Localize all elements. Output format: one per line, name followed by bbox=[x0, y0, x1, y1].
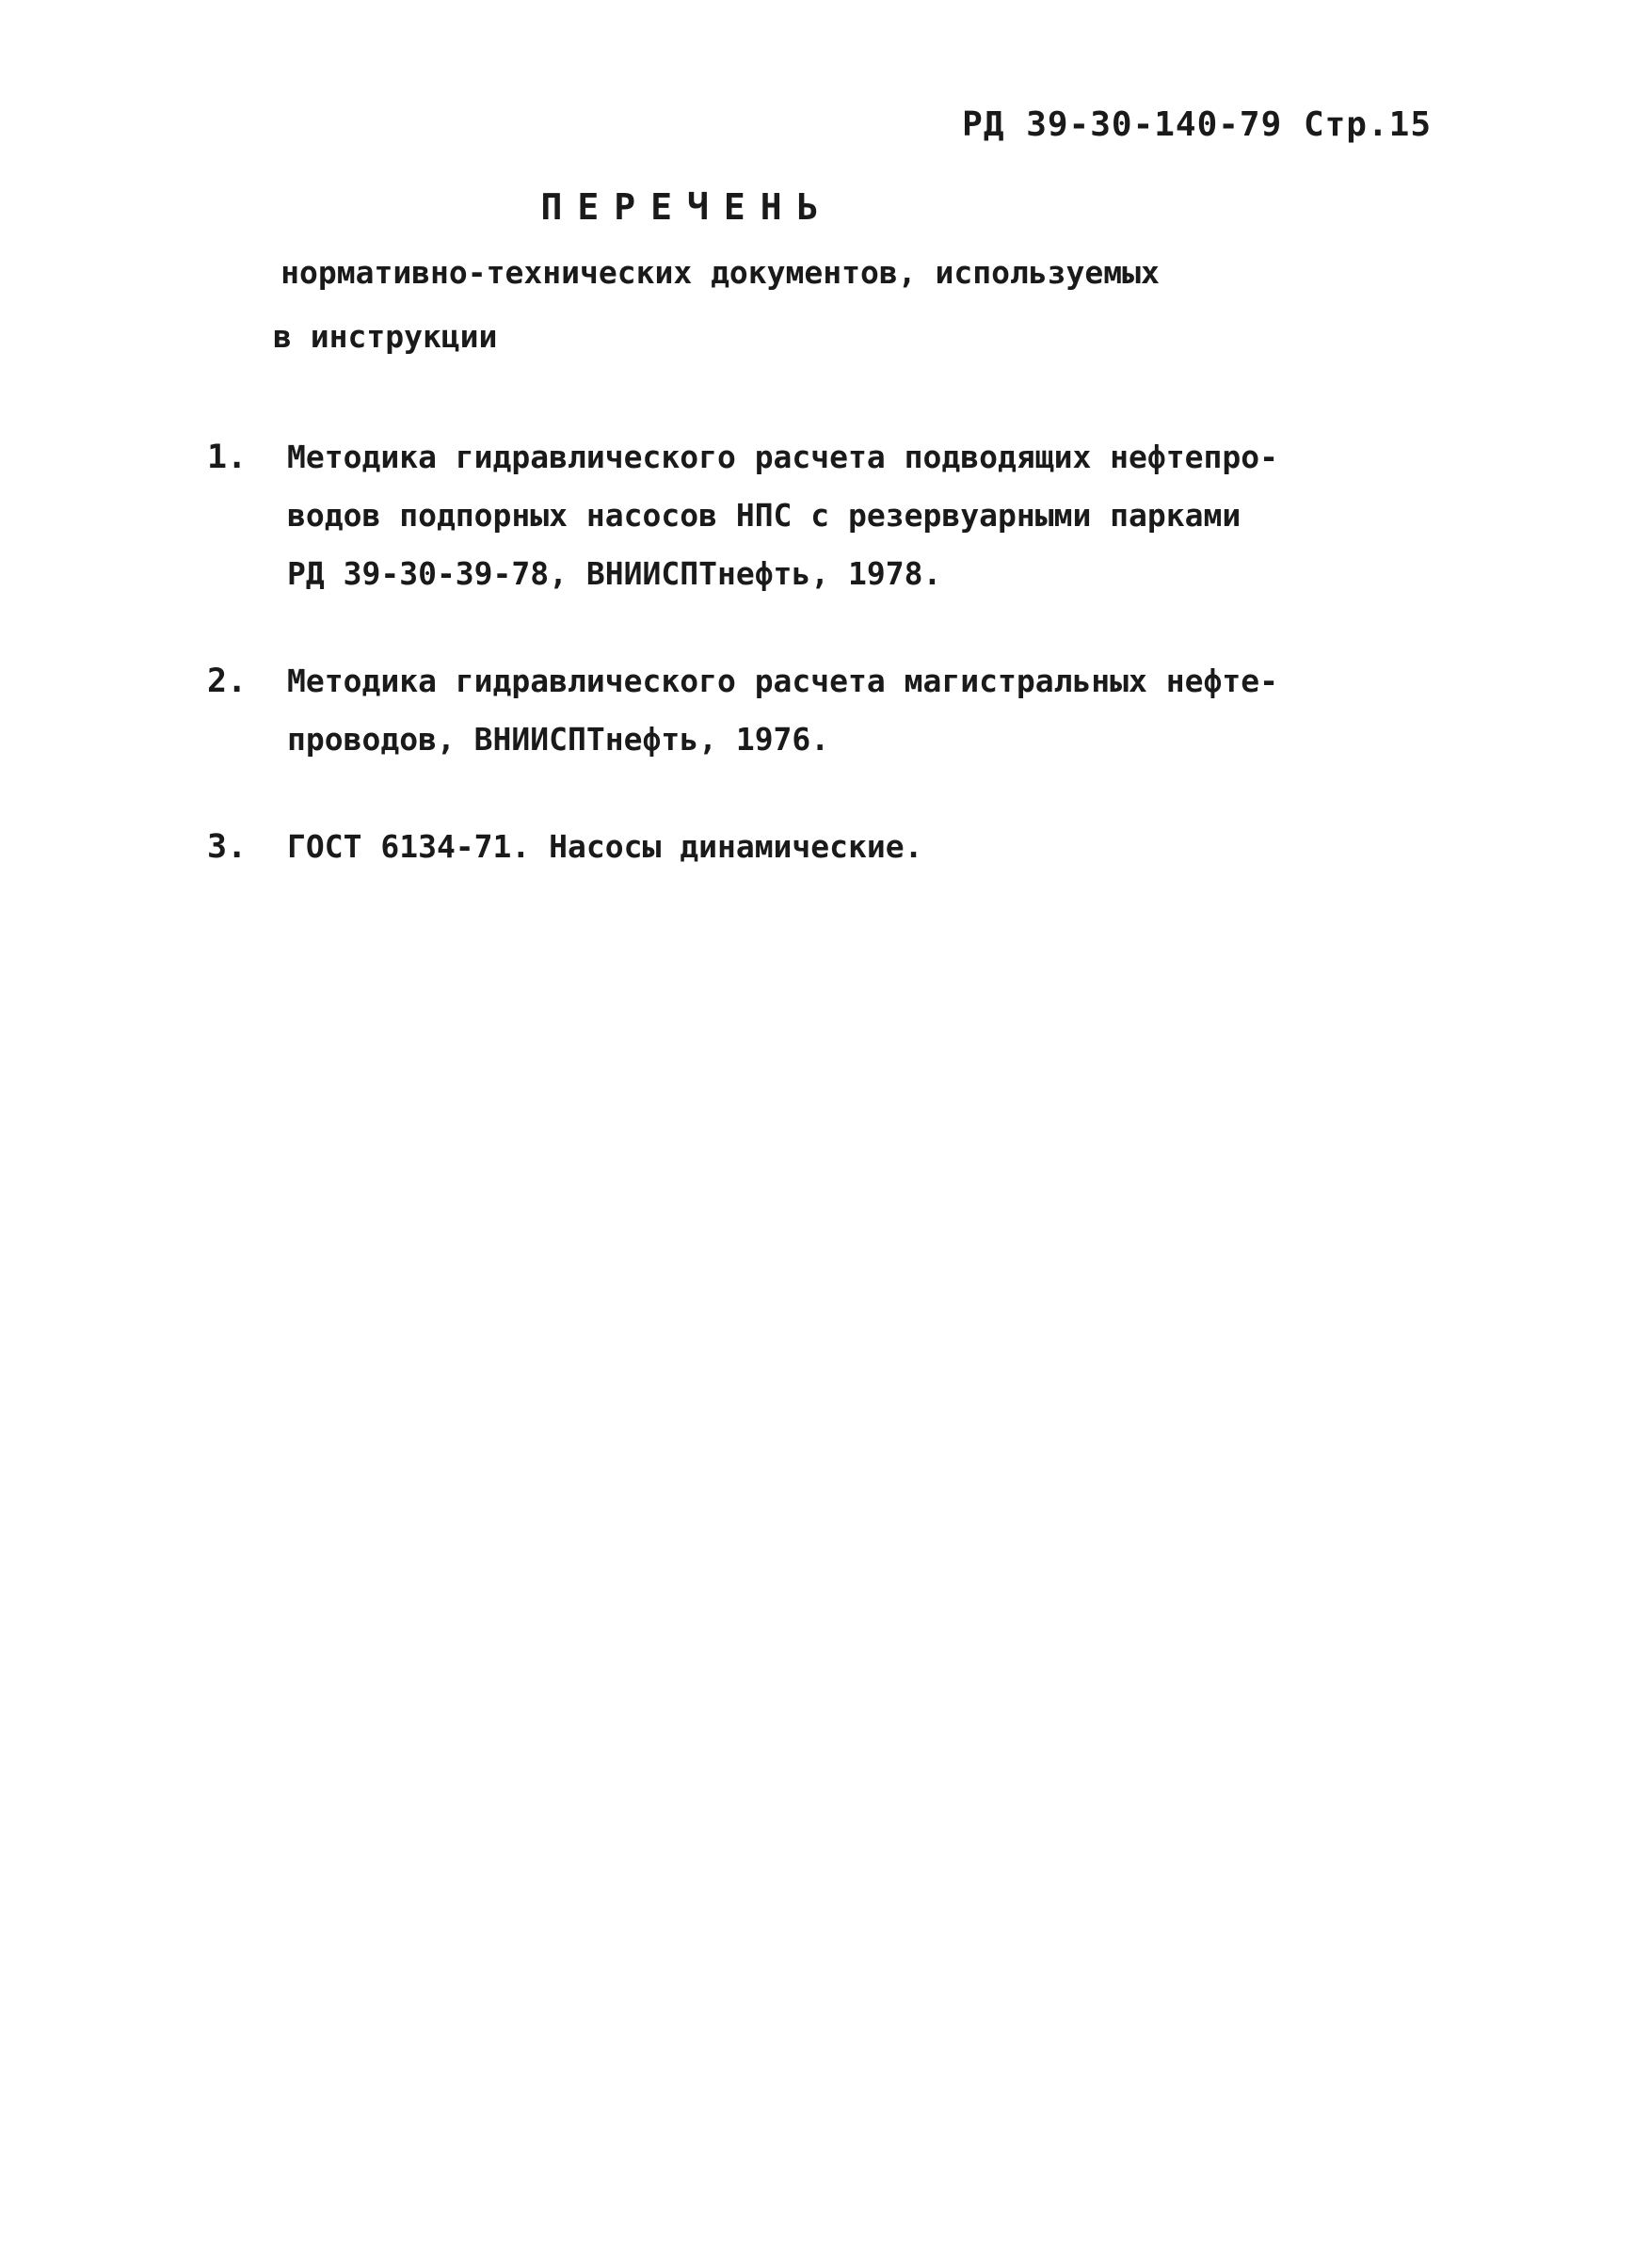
list-item-line: Методика гидравлического расчета подводящих нефтепро- bbox=[287, 439, 1278, 475]
list-item-line: РД 39-30-39-78, ВНИИСПТнефть, 1978. bbox=[287, 555, 942, 592]
document-reference: РД 39-30-140-79 Стр.15 bbox=[962, 105, 1432, 144]
list-item bbox=[207, 652, 1337, 769]
list-item bbox=[207, 818, 1337, 876]
document-list bbox=[207, 428, 1337, 925]
page-title: ПЕРЕЧЕНЬ bbox=[540, 186, 834, 228]
list-item bbox=[207, 428, 1337, 603]
list-item-line: проводов, ВНИИСПТнефть, 1976. bbox=[287, 721, 830, 758]
page-subtitle-line-2: в инструкции bbox=[273, 318, 498, 355]
list-item-line: водов подпорных насосов НПС с резервуарными парками bbox=[287, 497, 1242, 534]
page-subtitle-line-1: нормативно-технических документов, используемых bbox=[280, 254, 1160, 291]
list-item-text bbox=[287, 652, 1278, 769]
list-item-line: ГОСТ 6134-71. Насосы динамические. bbox=[287, 828, 923, 865]
list-item-text bbox=[287, 428, 1278, 603]
list-item-number: 2. bbox=[207, 663, 248, 700]
list-item-text bbox=[287, 818, 923, 876]
list-item-number: 3. bbox=[207, 828, 248, 866]
list-item-line: Методика гидравлического расчета магистральных нефте- bbox=[287, 663, 1278, 699]
list-item-number: 1. bbox=[207, 439, 248, 476]
